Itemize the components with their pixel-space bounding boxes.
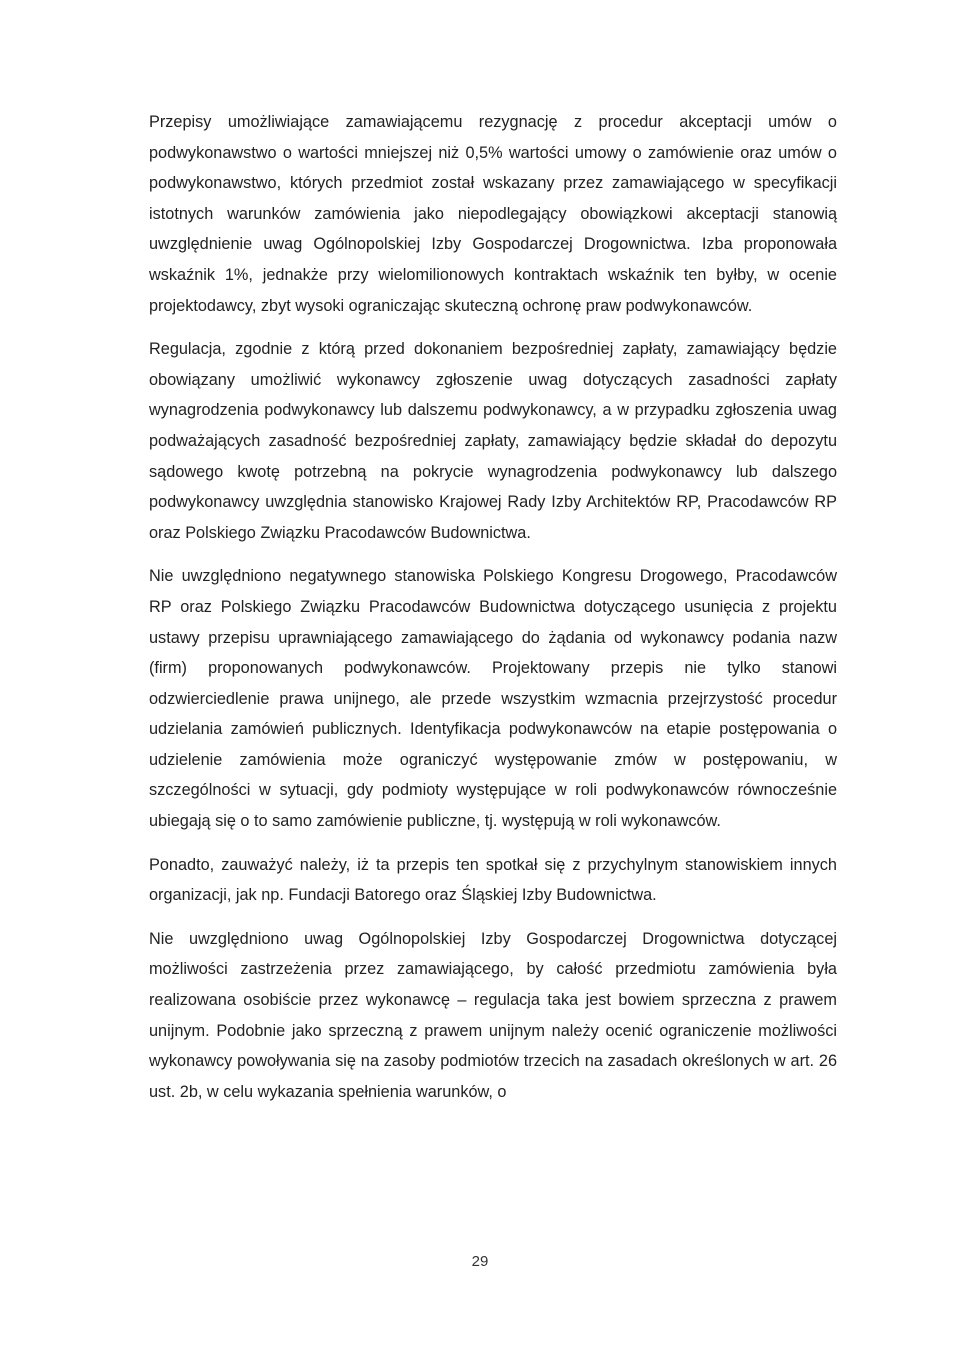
document-body (149, 107, 837, 1120)
paragraph-direct-payment: Regulacja, zgodnie z którą przed dokonaniem bezpośredniej zapłaty, zamawiający będzie obowiązany umożliwić wykonawcy zgłoszenie uwag dotyczących zasadności zapłaty wynagrodzenia podwykonawcy lub dalszemu podwykonawcy, a w przypadku zgłoszenia uwag podważających zasadność bezpośredniej zapłaty, zamawiający będzie składał do depozytu sądowego kwotę potrzebną na pokrycie wynagrodzenia podwykonawcy lub dalszego podwykonawcy uwzględnia stanowisko Krajowej Rady Izby Architektów RP, Pracodawców RP oraz Polskiego Związku Pracodawców Budownictwa. (149, 340, 837, 542)
page-number: 29 (471, 1253, 489, 1270)
paragraph-subcontractor-names: Nie uwzględniono negatywnego stanowiska Polskiego Kongresu Drogowego, Pracodawców RP oraz Polskiego Związku Pracodawców Budownictwa dotyczącego usunięcia z projektu ustawy przepisu uprawniającego zamawiającego do żądania od wykonawcy podania nazw (firm) proponowanych podwykonawców. Projektowany przepis nie tylko stanowi odzwierciedlenie prawa unijnego, ale przede wszystkim wzmacnia przejrzystość procedur udzielania zamówień publicznych. Identyfikacja podwykonawców na etapie postępowania o udzielenie zamówienia może ograniczyć występowanie zmów w postępowaniu, w szczególności w sytuacji, gdy podmioty występujące w roli podwykonawców równocześnie ubiegają się o to samo zamówienie publiczne, tj. występują w roli wykonawców. (149, 567, 837, 831)
paragraph-personal-performance: Nie uwzględniono uwag Ogólnopolskiej Izby Gospodarczej Drogownictwa dotyczącej możliwości zastrzeżenia przez zamawiającego, by całość przedmiotu zamówienia była realizowana osobiście przez wykonawcę – regulacja taka jest bowiem sprzeczna z prawem unijnym. Podobnie jako sprzeczną z prawem unijnym należy ocenić ograniczenie możliwości wykonawcy powoływania się na zasoby podmiotów trzecich na zasadach określonych w art. 26 ust. 2b, w celu wykazania spełnienia warunków, o (149, 929, 837, 1101)
paragraph-support: Ponadto, zauważyć należy, iż ta przepis ten spotkał się z przychylnym stanowiskiem innych organizacji, jak np. Fundacji Batorego oraz Śląskiej Izby Budownictwa. (149, 855, 837, 905)
paragraph-subcontracting-threshold: Przepisy umożliwiające zamawiającemu rezygnację z procedur akceptacji umów o podwykonawstwo o wartości mniejszej niż 0,5% wartości umowy o zamówienie oraz umów o podwykonawstwo, których przedmiot został wskazany przez zamawiającego w specyfikacji istotnych warunków zamówienia jako niepodlegający obowiązkowi akceptacji stanowią uwzględnienie uwag Ogólnopolskiej Izby Gospodarczej Drogownictwa. Izba proponowała wskaźnik 1%, jednakże przy wielomilionowych kontraktach wskaźnik ten byłby, w ocenie projektodawcy, zbyt wysoki ograniczając skuteczną ochronę praw podwykonawców. (149, 113, 837, 315)
